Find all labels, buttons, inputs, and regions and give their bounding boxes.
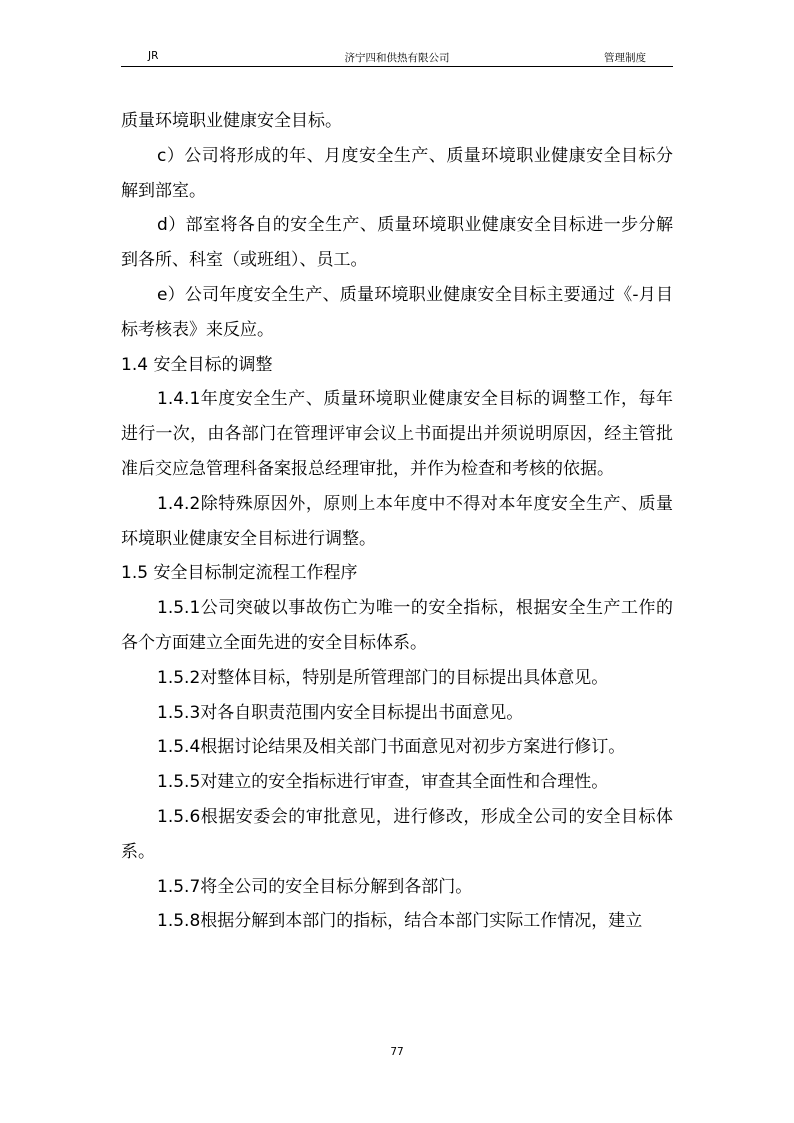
paragraph: e）公司年度安全生产、质量环境职业健康安全目标主要通过《-月目标考核表》来反应。 [121, 284, 673, 340]
paragraph: d）部室将各自的安全生产、质量环境职业健康安全目标进一步分解到各所、科室（或班组）、员工。 [121, 215, 673, 271]
paragraph: 1.5.3对各自职责范围内安全目标提出书面意见。 [157, 702, 524, 723]
paragraph: 1.5.5对建立的安全指标进行审查，审查其全面性和合理性。 [157, 772, 609, 793]
header-code: JR [148, 50, 159, 62]
section-heading: 1.4 安全目标的调整 [121, 354, 273, 375]
header-company: 济宁四和供热有限公司 [344, 52, 450, 64]
document-body [121, 104, 673, 939]
paragraph: 质量环境职业健康安全目标。 [121, 111, 342, 131]
paragraph: 1.5.4根据讨论结果及相关部门书面意见对初步方案进行修订。 [157, 737, 626, 758]
page-header [121, 46, 673, 67]
paragraph: 1.5.1公司突破以事故伤亡为唯一的安全指标，根据安全生产工作的各个方面建立全面先进的安全目标体系。 [121, 598, 673, 653]
paragraph: 1.5.7将全公司的安全目标分解到各部门。 [157, 876, 473, 897]
paragraph: c）公司将形成的年、月度安全生产、质量环境职业健康安全目标分解到部室。 [121, 145, 673, 201]
paragraph: 1.4.2除特殊原因外，原则上本年度中不得对本年度安全生产、质量环境职业健康安全目标进行调整。 [121, 493, 673, 549]
header-doc-type: 管理制度 [604, 52, 646, 64]
paragraph: 1.5.2对整体目标，特别是所管理部门的目标提出具体意见。 [157, 667, 609, 688]
paragraph: 1.4.1年度安全生产、质量环境职业健康安全目标的调整工作，每年进行一次，由各部门在管理评审会议上书面提出并须说明原因，经主管批准后交应急管理科备案报总经理审批，并作为检查和考核的依据。 [121, 389, 673, 479]
paragraph: 1.5.8根据分解到本部门的指标，结合本部门实际工作情况，建立 [157, 911, 643, 932]
page-number: 77 [390, 1046, 404, 1058]
section-heading: 1.5 安全目标制定流程工作程序 [121, 563, 358, 584]
paragraph: 1.5.6根据安委会的审批意见，进行修改，形成全公司的安全目标体系。 [121, 806, 673, 862]
